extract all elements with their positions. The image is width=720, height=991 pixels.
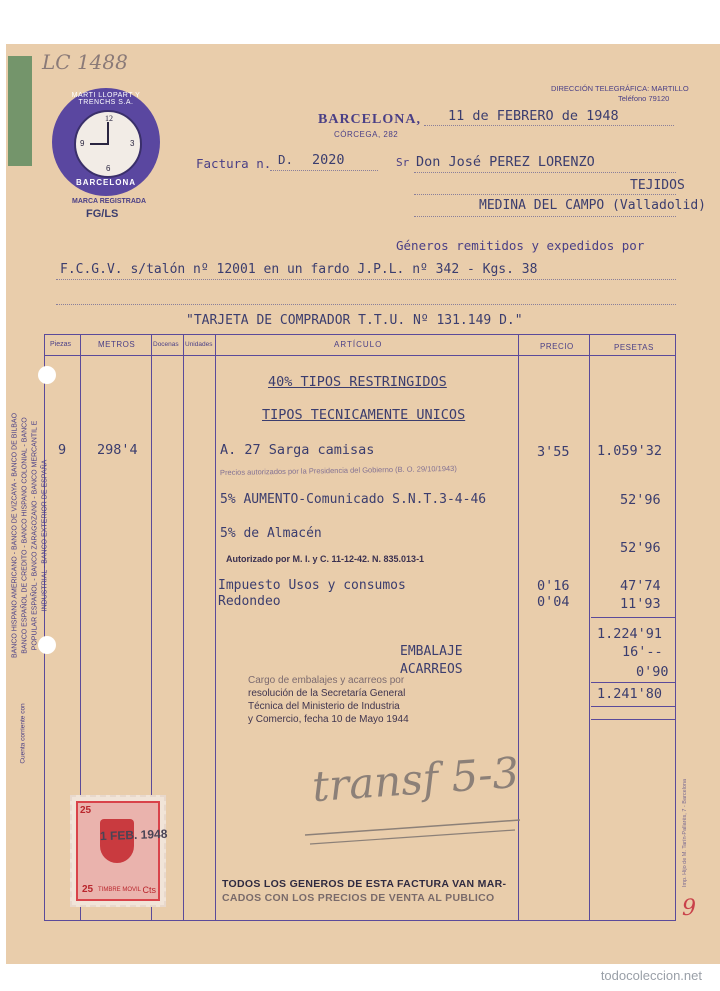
handwritten-note: transf 5-3 [310,747,521,812]
invoice-date: 11 de FEBRERO de 1948 [448,108,619,124]
banks-line-4: INDUSTRIAL - BANCO EXTERIOR DE ESPAÑA [41,459,49,612]
heading-restricted: 40% TIPOS RESTRINGIDOS [268,374,447,390]
cell-article-3: 5% AUMENTO-Comunicado S.N.T.3-4-46 [220,492,487,507]
clock-icon: 12 3 6 9 [74,110,142,178]
stamp-unit: Cts [142,885,156,895]
watermark: todocoleccion.net [600,968,702,983]
logo-initials: FG/LS [86,208,119,220]
customer-city: MEDINA DEL CAMPO (Valladolid) [479,198,706,213]
col-header-piezas: Piezas [50,341,72,348]
customer-business: TEJIDOS [630,178,685,193]
stamp-value-bottom: 25 [82,884,94,895]
cell-metros: 298'4 [97,442,138,458]
telegraph-address: DIRECCIÓN TELEGRÁFICA: MARTILLO [551,84,689,93]
cell-pesetas-4: 52'96 [620,540,661,556]
col-header-pesetas: PESETAS [614,343,654,352]
embalaje-label: EMBALAJE [400,644,463,659]
cell-article-6: Impuesto Usos y consumos [218,578,406,593]
col-header-docenas: Docenas [153,341,179,348]
annotation-top: LC 1488 [42,50,128,74]
acarreos-label: ACARREOS [400,662,463,677]
corner-mark: 9 [682,896,696,921]
telephone: Teléfono 79120 [618,94,670,103]
printer-line: Imp. Hijo de M. Tarín-Pallarès, 7 - Barcelona [682,778,688,888]
banks-line-1: BANCO HISPANO AMERICANO - BANCO DE VIZCAYA - BANCO DE BILBAO [11,412,19,659]
col-header-metros: METROS [98,340,136,349]
buyer-card-line: "TARJETA DE COMPRADOR T.T.U. Nº 131.149 D." [186,313,523,328]
ministry-authorization: Autorizado por M. I. y C. 11-12-42. N. 835.013-1 [226,554,425,564]
total: 1.241'80 [597,686,663,702]
revenue-stamp [70,795,166,907]
header-city: BARCELONA, [318,112,421,127]
price-authorization-note: Precios autorizados por la Presidencia del Gobierno (B. O. 29/10/1943) [219,463,457,478]
footer-note-1: TODOS LOS GENEROS DE ESTA FACTURA VAN MAR- [222,878,507,890]
subtotal: 1.224'91 [597,626,663,642]
cell-precio-6: 0'16 [537,578,570,594]
col-header-unidades: Unidades [185,341,213,348]
customer-salutation: Sr [396,156,410,169]
stamp-cancel-date: 1 FEB. 1948 [99,826,168,844]
handwritten-strokes [300,800,530,850]
punch-hole-top [38,366,56,384]
invoice-label: Factura n. [196,156,272,171]
banks-line-2: BANCO ESPAÑOL DE CREDITO - BANCO HISPANO COLONIAL - BANCO [21,417,29,654]
header-street: CÓRCEGA, 282 [334,130,399,139]
company-logo [52,88,160,196]
shipping-line-1: Géneros remitidos y expedidos por [396,238,645,253]
cell-article-7: Redondeo [218,594,281,609]
cell-article-1: A. 27 Sarga camisas [220,442,375,458]
cell-article-4: 5% de Almacén [220,526,322,541]
stamp-value-top: 25 [80,805,92,816]
punch-hole-bottom [38,636,56,654]
col-header-articulo: ARTÍCULO [334,340,383,349]
auth-note-4: y Comercio, fecha 10 de Mayo 1944 [248,714,409,725]
auth-note-2: resolución de la Secretaría General [248,688,406,699]
footer-note-2: CADOS CON LOS PRECIOS DE VENTA AL PUBLICO [222,892,495,904]
heading-unique-types: TIPOS TECNICAMENTE UNICOS [262,407,466,423]
invoice-number-prefix: D. [278,152,294,167]
auth-note-1: Cargo de embalajes y acarreos por [248,675,405,686]
cell-pesetas-7: 11'93 [620,596,661,612]
cell-piezas: 9 [58,442,67,458]
col-header-precio: PRECIO [540,342,574,351]
stamp-bottom-label: TIMBRE MOVIL [98,887,142,893]
cell-pesetas-1: 1.059'32 [597,443,663,459]
logo-city: BARCELONA [75,178,137,187]
customer-name: Don José PEREZ LORENZO [416,154,595,170]
banks-line-3: POPULAR ESPAÑOL - BANCO ZARAGOZANO - BANCO MERCANTIL E [31,420,39,651]
cell-pesetas-6: 47'74 [620,578,661,594]
tape-strip [8,56,32,166]
cell-precio-7: 0'04 [537,594,570,610]
auth-note-3: Técnica del Ministerio de Industria [248,701,400,712]
invoice-number: 2020 [312,152,345,168]
embalaje-value: 16'-- [622,644,663,660]
logo-mark: MARCA REGISTRADA [72,198,147,205]
cell-precio-1: 3'55 [537,444,570,460]
shipping-line-2: F.C.G.V. s/talón nº 12001 en un fardo J.P.L. nº 342 - Kgs. 38 [60,262,538,277]
account-label: Cuenta corriente con [19,703,27,764]
acarreos-value: 0'90 [636,664,669,680]
cell-pesetas-3: 52'96 [620,492,661,508]
logo-seal-text: MARTI LLOPART Y TRENCHS S.A. [71,92,141,106]
